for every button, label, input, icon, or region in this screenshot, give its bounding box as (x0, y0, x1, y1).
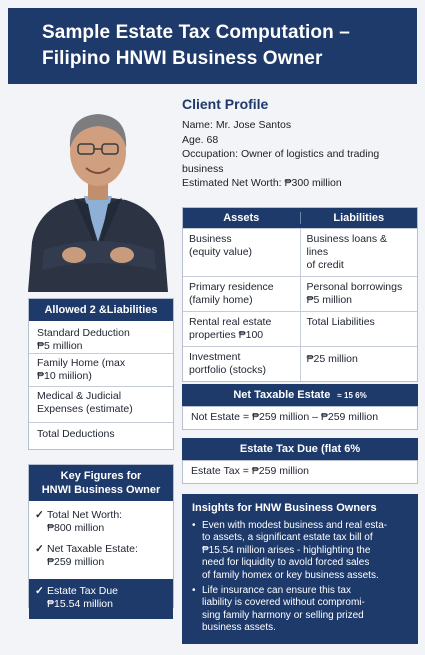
table-row (183, 276, 417, 311)
liability-cell (301, 312, 418, 346)
deduction-line: Family Home (max (37, 357, 126, 369)
key-figure-item (29, 539, 173, 573)
key-figure-item-highlight (29, 579, 173, 619)
table-header-row (183, 208, 417, 228)
key-figures-heading-line: HNWI Business Owner (41, 484, 161, 496)
insights-box (182, 494, 418, 644)
deduction-line: ₱5 million (37, 340, 83, 352)
key-figure-line: ₱15.54 million (47, 598, 113, 610)
asset-line: portfolio (stocks) (189, 364, 267, 376)
client-profile-heading: Client Profile (182, 96, 269, 112)
deduction-line: Expenses (estimate) (37, 403, 133, 415)
net-taxable-estate-heading (182, 384, 418, 406)
insight-line: need for liquidity to avold forced sales (202, 557, 370, 569)
asset-line: (equity value) (189, 246, 253, 258)
asset-cell (183, 312, 301, 346)
liabilities-column-header: Liabilities (333, 212, 385, 224)
client-name: Name: Mr. Jose Santos (182, 119, 292, 131)
liability-line: of credit (306, 259, 344, 271)
insight-line: ₱15.54 million arises - highlighting the (202, 544, 371, 556)
insight-line: sing family harmony or selling prized (202, 609, 364, 621)
insight-line: Life insurance can ensure this tax (202, 585, 351, 597)
asset-cell (183, 229, 301, 276)
insights-list (192, 520, 408, 635)
allowed-deductions-heading: Allowed 2 &Liabilities (29, 299, 173, 321)
liability-cell (301, 347, 418, 381)
client-portrait (18, 92, 178, 292)
table-row (183, 346, 417, 381)
asset-cell (183, 277, 301, 311)
deduction-line: Medical & Judicial (37, 390, 122, 402)
check-icon: ✓ (35, 543, 44, 555)
deduction-total-row (29, 422, 173, 444)
check-icon: ✓ (35, 585, 44, 597)
deduction-row (29, 386, 173, 422)
net-taxable-label: Net Taxable Estate (233, 389, 331, 401)
assets-liabilities-table (182, 207, 418, 382)
page-title-line-2: Filipino HNWI Business Owner (42, 48, 323, 69)
insights-heading: Insights for HNW Business Owners (192, 502, 377, 514)
estate-tax-formula: Estate Tax = ₱259 million (182, 460, 418, 484)
page-header (8, 8, 417, 84)
net-taxable-formula: Not Estate = ₱259 million – ₱259 million (182, 406, 418, 430)
insight-line: Even with modest business and real esta- (202, 520, 388, 531)
deduction-line: Standard Deduction (37, 327, 130, 339)
key-figure-line: Net Taxable Estate: (47, 543, 138, 555)
asset-line: Rental real estate (189, 316, 272, 328)
asset-line: properties ₱100 (189, 329, 264, 341)
key-figure-line: Total Net Worth: (47, 509, 123, 521)
deduction-row (29, 321, 173, 353)
asset-line: Business (189, 233, 232, 245)
key-figures-heading-line: Key Figures for (60, 470, 142, 482)
key-figure-line: ₱800 million (47, 522, 105, 534)
liability-line: Total Liabilities (306, 316, 375, 328)
key-figure-line: Estate Tax Due (47, 585, 119, 597)
insight-line: to assets, a significant estate tax bill of (202, 532, 373, 544)
liability-cell (301, 277, 418, 311)
liability-cell (301, 229, 418, 276)
key-figure-line: ₱259 million (47, 556, 105, 568)
deduction-line: ₱10 miilion) (37, 370, 92, 382)
liability-line: Business loans & lines (306, 233, 388, 258)
allowed-deductions-box (28, 298, 174, 450)
key-figures-box (28, 464, 174, 608)
insight-item (192, 585, 408, 635)
insight-item (192, 520, 408, 582)
liability-line: ₱5 million (306, 294, 353, 306)
table-row (183, 311, 417, 346)
assets-column-header: Assets (183, 212, 301, 224)
insight-line: of family homex or key business assets. (202, 569, 379, 581)
table-row (183, 228, 417, 276)
asset-line: (family home) (189, 294, 253, 306)
deduction-line: Total Deductions (37, 428, 115, 440)
liability-line: ₱25 million (306, 353, 358, 365)
estate-tax-due-heading: Estate Tax Due (flat 6% (182, 438, 418, 460)
deduction-row (29, 353, 173, 386)
insight-line: liability is covered without compromi- (202, 597, 365, 609)
liability-line: Personal borrowings (306, 281, 403, 293)
asset-cell (183, 347, 301, 381)
asset-line: Primary residence (189, 281, 274, 293)
insight-line: business assets. (202, 622, 276, 634)
client-occupation-line-2: business (182, 162, 224, 175)
key-figure-item (29, 505, 173, 539)
client-age: Age. 68 (182, 133, 219, 146)
client-occupation-line-1: Occupation: Owner of logistics and trading (182, 148, 380, 160)
client-net-worth: Estimated Net Worth: ₱300 million (182, 177, 342, 189)
page-title-line-1: Sample Estate Tax Computation – (42, 22, 350, 43)
check-icon: ✓ (35, 509, 44, 521)
key-figures-heading (29, 465, 173, 501)
net-taxable-rate: ≈ 15 6% (337, 391, 367, 400)
client-profile (182, 96, 418, 191)
asset-line: Investment (189, 351, 241, 363)
